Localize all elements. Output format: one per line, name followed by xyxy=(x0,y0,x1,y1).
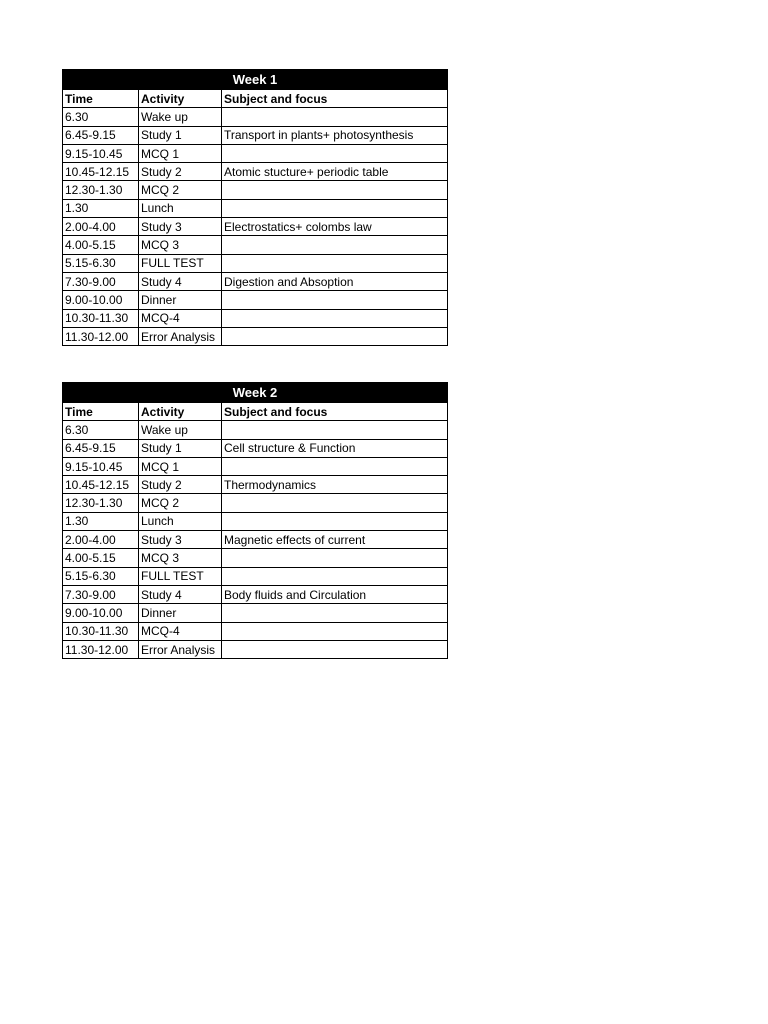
cell-activity: Study 2 xyxy=(139,476,222,494)
cell-time: 10.30-11.30 xyxy=(63,622,139,640)
cell-activity: MCQ 2 xyxy=(139,494,222,512)
cell-activity: MCQ-4 xyxy=(139,309,222,327)
cell-activity: MCQ 3 xyxy=(139,236,222,254)
cell-activity: Study 3 xyxy=(139,218,222,236)
table-row xyxy=(63,272,448,290)
table-row xyxy=(63,309,448,327)
cell-time: 4.00-5.15 xyxy=(63,236,139,254)
cell-activity: Study 2 xyxy=(139,163,222,181)
table-row xyxy=(63,254,448,272)
cell-activity: MCQ-4 xyxy=(139,622,222,640)
column-header-activity: Activity xyxy=(139,403,222,421)
cell-time: 6.45-9.15 xyxy=(63,126,139,144)
table-row xyxy=(63,476,448,494)
cell-time: 1.30 xyxy=(63,199,139,217)
cell-activity: Study 4 xyxy=(139,272,222,290)
cell-subject: Cell structure & Function xyxy=(222,439,448,457)
cell-activity: Wake up xyxy=(139,108,222,126)
cell-subject: Electrostatics+ colombs law xyxy=(222,218,448,236)
cell-subject xyxy=(222,604,448,622)
cell-subject xyxy=(222,236,448,254)
cell-activity: FULL TEST xyxy=(139,567,222,585)
table-row xyxy=(63,604,448,622)
cell-subject: Digestion and Absoption xyxy=(222,272,448,290)
cell-subject xyxy=(222,549,448,567)
cell-subject xyxy=(222,254,448,272)
table-row xyxy=(63,108,448,126)
cell-time: 4.00-5.15 xyxy=(63,549,139,567)
column-header-time: Time xyxy=(63,403,139,421)
cell-time: 9.00-10.00 xyxy=(63,291,139,309)
table-row xyxy=(63,494,448,512)
cell-activity: Study 3 xyxy=(139,531,222,549)
column-header-subject: Subject and focus xyxy=(222,403,448,421)
cell-time: 11.30-12.00 xyxy=(63,327,139,345)
cell-time: 11.30-12.00 xyxy=(63,640,139,658)
cell-subject xyxy=(222,199,448,217)
cell-activity: Error Analysis xyxy=(139,640,222,658)
cell-activity: MCQ 2 xyxy=(139,181,222,199)
cell-subject xyxy=(222,291,448,309)
table-row xyxy=(63,126,448,144)
cell-time: 9.15-10.45 xyxy=(63,144,139,162)
cell-time: 10.30-11.30 xyxy=(63,309,139,327)
table-row xyxy=(63,640,448,658)
cell-time: 6.30 xyxy=(63,108,139,126)
cell-time: 2.00-4.00 xyxy=(63,218,139,236)
cell-activity: Study 1 xyxy=(139,439,222,457)
week-1-schedule-table xyxy=(62,69,448,346)
week-2-schedule-table xyxy=(62,382,448,659)
column-header-activity: Activity xyxy=(139,90,222,108)
cell-activity: FULL TEST xyxy=(139,254,222,272)
cell-time: 9.15-10.45 xyxy=(63,457,139,475)
table-title-row xyxy=(63,70,448,90)
cell-time: 7.30-9.00 xyxy=(63,585,139,603)
cell-subject xyxy=(222,108,448,126)
table-row xyxy=(63,327,448,345)
table-row xyxy=(63,181,448,199)
cell-time: 9.00-10.00 xyxy=(63,604,139,622)
column-header-time: Time xyxy=(63,90,139,108)
cell-time: 5.15-6.30 xyxy=(63,254,139,272)
table-row xyxy=(63,291,448,309)
cell-time: 2.00-4.00 xyxy=(63,531,139,549)
table-row xyxy=(63,585,448,603)
table-row xyxy=(63,622,448,640)
table-row xyxy=(63,236,448,254)
cell-activity: Dinner xyxy=(139,604,222,622)
cell-time: 5.15-6.30 xyxy=(63,567,139,585)
cell-subject xyxy=(222,622,448,640)
cell-subject xyxy=(222,181,448,199)
cell-time: 6.30 xyxy=(63,421,139,439)
cell-activity: MCQ 3 xyxy=(139,549,222,567)
cell-subject: Atomic stucture+ periodic table xyxy=(222,163,448,181)
table-row xyxy=(63,163,448,181)
week-title: Week 2 xyxy=(63,383,448,403)
table-row xyxy=(63,531,448,549)
table-row xyxy=(63,144,448,162)
cell-time: 6.45-9.15 xyxy=(63,439,139,457)
cell-subject xyxy=(222,421,448,439)
cell-time: 10.45-12.15 xyxy=(63,476,139,494)
column-header-row xyxy=(63,403,448,421)
cell-activity: Dinner xyxy=(139,291,222,309)
cell-time: 12.30-1.30 xyxy=(63,494,139,512)
table-row xyxy=(63,199,448,217)
cell-activity: Lunch xyxy=(139,512,222,530)
table-row xyxy=(63,218,448,236)
table-row xyxy=(63,421,448,439)
table-row xyxy=(63,549,448,567)
cell-subject xyxy=(222,640,448,658)
cell-subject: Magnetic effects of current xyxy=(222,531,448,549)
cell-activity: Wake up xyxy=(139,421,222,439)
cell-activity: MCQ 1 xyxy=(139,457,222,475)
cell-activity: Study 4 xyxy=(139,585,222,603)
cell-subject xyxy=(222,309,448,327)
table-row xyxy=(63,457,448,475)
column-header-row xyxy=(63,90,448,108)
week-title: Week 1 xyxy=(63,70,448,90)
cell-time: 7.30-9.00 xyxy=(63,272,139,290)
cell-subject xyxy=(222,512,448,530)
cell-subject xyxy=(222,327,448,345)
table-row xyxy=(63,512,448,530)
cell-subject: Body fluids and Circulation xyxy=(222,585,448,603)
cell-activity: Lunch xyxy=(139,199,222,217)
cell-activity: MCQ 1 xyxy=(139,144,222,162)
cell-subject: Thermodynamics xyxy=(222,476,448,494)
cell-time: 12.30-1.30 xyxy=(63,181,139,199)
cell-subject xyxy=(222,494,448,512)
cell-activity: Study 1 xyxy=(139,126,222,144)
cell-time: 10.45-12.15 xyxy=(63,163,139,181)
cell-activity: Error Analysis xyxy=(139,327,222,345)
column-header-subject: Subject and focus xyxy=(222,90,448,108)
table-row xyxy=(63,439,448,457)
cell-subject: Transport in plants+ photosynthesis xyxy=(222,126,448,144)
table-title-row xyxy=(63,383,448,403)
cell-subject xyxy=(222,457,448,475)
cell-time: 1.30 xyxy=(63,512,139,530)
cell-subject xyxy=(222,144,448,162)
table-row xyxy=(63,567,448,585)
cell-subject xyxy=(222,567,448,585)
